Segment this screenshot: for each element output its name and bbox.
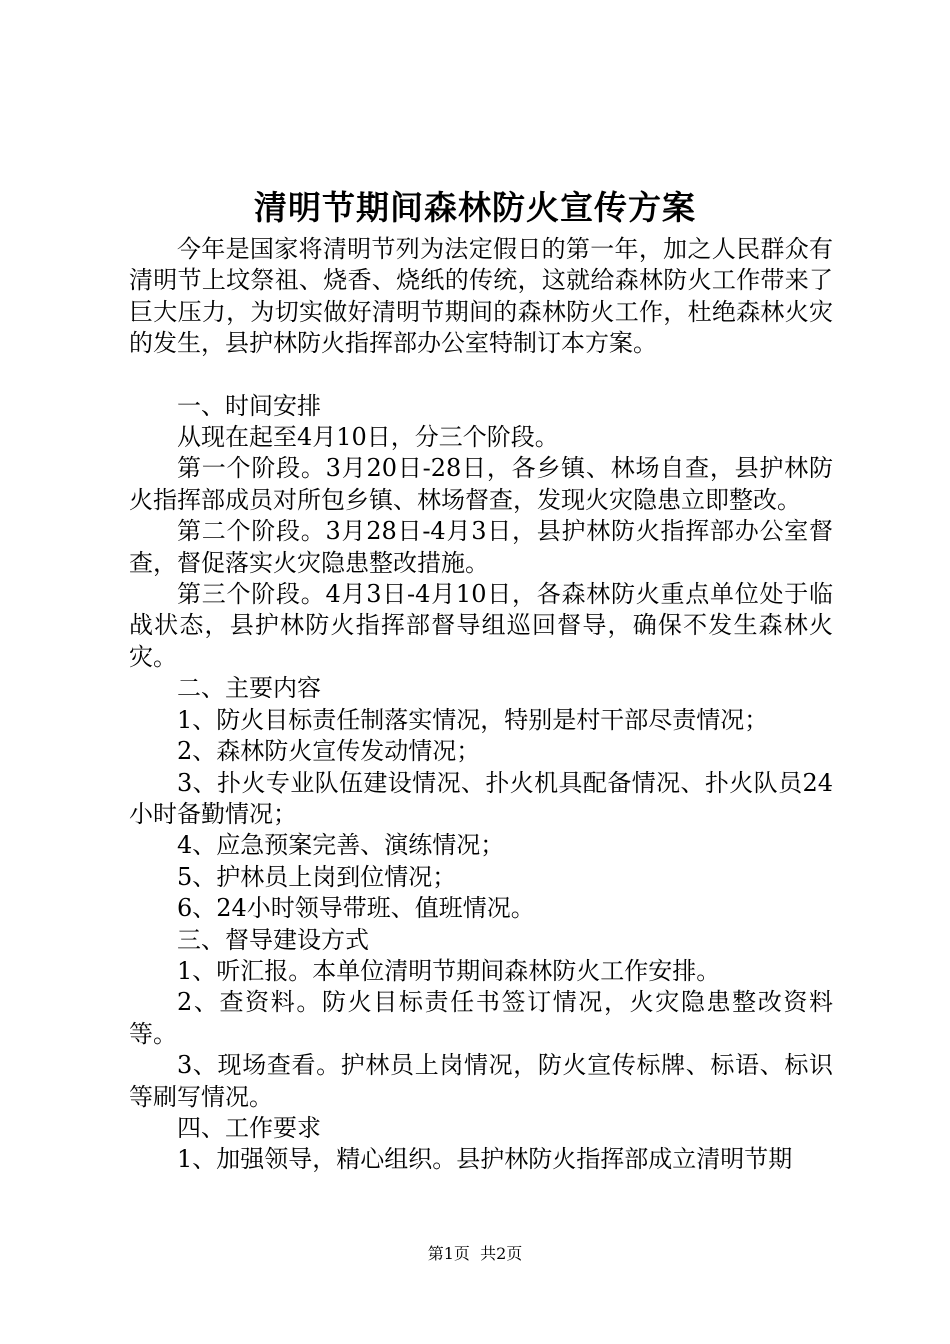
section-heading-methods: 三、督导建设方式 bbox=[177, 925, 369, 954]
list-item-method-3: 3、现场查看。护林员上岗情况，防火宣传标牌、标语、标识等刷写情况。 bbox=[129, 1051, 833, 1111]
list-item-content-1: 1、防火目标责任制落实情况，特别是村干部尽责情况； bbox=[177, 705, 769, 734]
page-footer bbox=[0, 1243, 950, 1265]
paragraph-schedule-overview: 从现在起至4月10日，分三个阶段。 bbox=[177, 423, 559, 452]
page-number: 第1页 bbox=[427, 1244, 470, 1263]
intro-paragraph: 今年是国家将清明节列为法定假日的第一年，加之人民群众有清明节上坟祭祖、烧香、烧纸的传统，这就给森林防火工作带来了巨大压力，为切实做好清明节期间的森林防火工作，杜绝森林火灾的发生，县护林防火指挥部办公室特制订本方案。 bbox=[129, 235, 833, 358]
document-title: 清明节期间森林防火宣传方案 bbox=[254, 188, 696, 227]
list-item-content-6: 6、24小时领导带班、值班情况。 bbox=[177, 894, 535, 923]
paragraph-phase-two: 第二个阶段。3月28日-4月3日，县护林防火指挥部办公室督查，督促落实火灾隐患整改措施。 bbox=[129, 517, 833, 577]
list-item-method-2: 2、查资料。防火目标责任书签订情况，火灾隐患整改资料等。 bbox=[129, 988, 833, 1048]
section-heading-requirements: 四、工作要求 bbox=[177, 1113, 321, 1142]
list-item-method-1: 1、听汇报。本单位清明节期间森林防火工作安排。 bbox=[177, 956, 721, 985]
list-item-content-2: 2、森林防火宣传发动情况； bbox=[177, 737, 481, 766]
footer-separator bbox=[470, 1244, 480, 1263]
paragraph-phase-one: 第一个阶段。3月20日-28日，各乡镇、林场自查，县护林防火指挥部成员对所包乡镇、林场督查，发现火灾隐患立即整改。 bbox=[129, 454, 833, 514]
page-total: 共2页 bbox=[480, 1244, 523, 1263]
document-body bbox=[129, 234, 833, 1176]
section-heading-content: 二、主要内容 bbox=[177, 674, 321, 703]
list-item-content-5: 5、护林员上岗到位情况； bbox=[177, 862, 457, 891]
list-item-requirement-1: 1、加强领导，精心组织。县护林防火指挥部成立清明节期 bbox=[177, 1145, 793, 1174]
list-item-content-3: 3、扑火专业队伍建设情况、扑火机具配备情况、扑火队员24小时备勤情况； bbox=[129, 768, 833, 828]
list-item-content-4: 4、应急预案完善、演练情况； bbox=[177, 831, 505, 860]
paragraph-phase-three: 第三个阶段。4月3日-4月10日，各森林防火重点单位处于临战状态，县护林防火指挥部督导组巡回督导，确保不发生森林火灾。 bbox=[129, 580, 833, 671]
section-heading-schedule: 一、时间安排 bbox=[177, 391, 321, 420]
